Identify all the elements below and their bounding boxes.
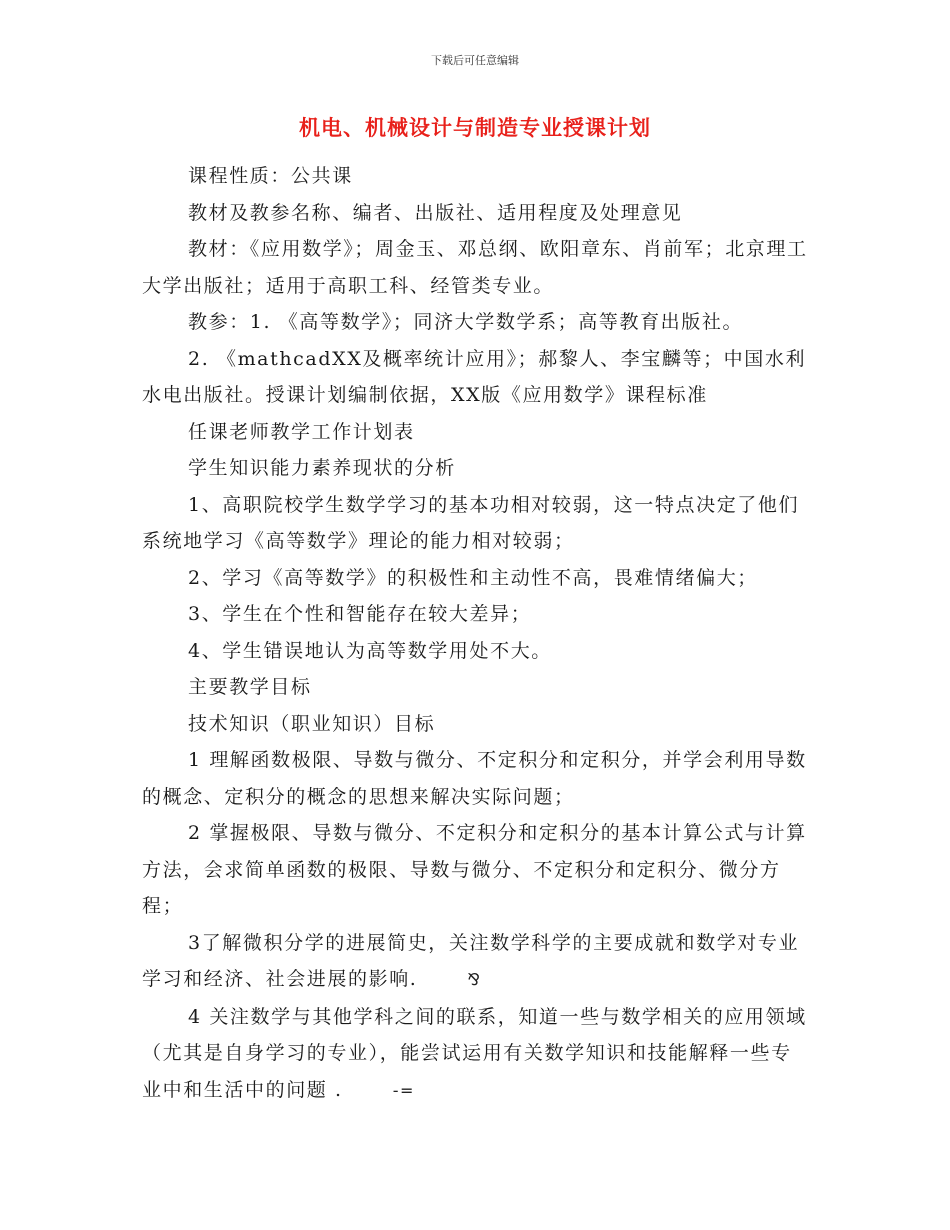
paragraph-analysis-heading [142,450,810,487]
paragraph-reference-1 [142,304,810,341]
paragraph-text: 3了解微积分学的进展简史，关注数学科学的主要成就和数学对专业学习和经济、社会进展的影响. [142,931,800,990]
paragraph-text: 主要教学目标 [188,676,312,698]
paragraph-text: 4 关注数学与其他学科之间的联系，知道一些与数学相关的应用领域（尤其是自身学习的专业），能尝试运用有关数学知识和技能解释一些专业中和生活中的问题 . [142,1005,807,1101]
paragraph-course-nature [142,158,810,195]
stray-mark-icon: -= [392,1080,416,1100]
paragraph-text: 1、高职院校学生数学学习的基本功相对较弱，这一特点决定了他们系统地学习《高等数学》理论的能力相对较弱； [142,493,800,552]
paragraph-analysis-4 [142,633,810,670]
paragraph-text: 课程性质：公共课 [188,165,353,187]
paragraph-text: 教材：《应用数学》；周金玉、邓总纲、欧阳章东、肖前军；北京理工大学出版社；适用于高职工科、经管类专业。 [142,238,808,297]
paragraph-knowledge-goals-heading [142,706,810,743]
paragraph-text: 教参：1. 《高等数学》；同济大学数学系；高等教育出版社。 [188,311,744,333]
paragraph-text: 教材及教参名称、编者、出版社、适用程度及处理意见 [188,201,683,224]
document-body [142,158,810,1109]
paragraph-text: 任课老师教学工作计划表 [188,420,415,443]
paragraph-plan-table [142,414,810,451]
paragraph-analysis-2 [142,560,810,597]
paragraph-goal-4 [142,999,810,1110]
paragraph-reference-2 [142,341,810,414]
paragraph-text: 学生知识能力素养现状的分析 [188,457,456,479]
paragraph-text: 2 掌握极限、导数与微分、不定积分和定积分的基本计算公式与计算方法，会求简单函数的极限、导数与微分、不定积分和定积分、微分方程； [142,822,807,917]
paragraph-goal-3 [142,925,810,999]
paragraph-text: 技术知识（职业知识）目标 [188,712,436,735]
paragraph-text: 3、学生在个性和智能存在较大差异； [188,603,532,625]
paragraph-text: 2. 《mathcadXX及概率统计应用》；郝黎人、李宝麟等；中国水利水电出版社。授课计划编制依据，XX版《应用数学》课程标准 [142,347,807,406]
paragraph-textbook-heading [142,195,810,232]
paragraph-goals-heading [142,669,810,706]
paragraph-text: 4、学生错误地认为高等数学用处不大。 [188,639,552,662]
scribble-mark-icon: ⅋ [467,970,482,989]
paragraph-analysis-1 [142,487,810,560]
paragraph-analysis-3 [142,596,810,633]
paragraph-text: 1 理解函数极限、导数与微分、不定积分和定积分，并学会利用导数的概念、定积分的概念的思想来解决实际问题； [142,749,807,808]
paragraph-goal-1 [142,742,810,815]
page-header-note: 下载后可任意编辑 [431,54,519,67]
document-title: 机电、机械设计与制造专业授课计划 [299,115,651,140]
paragraph-textbook [142,231,810,304]
paragraph-text: 2、学习《高等数学》的积极性和主动性不高，畏难情绪偏大； [188,566,758,589]
paragraph-goal-2 [142,815,810,925]
